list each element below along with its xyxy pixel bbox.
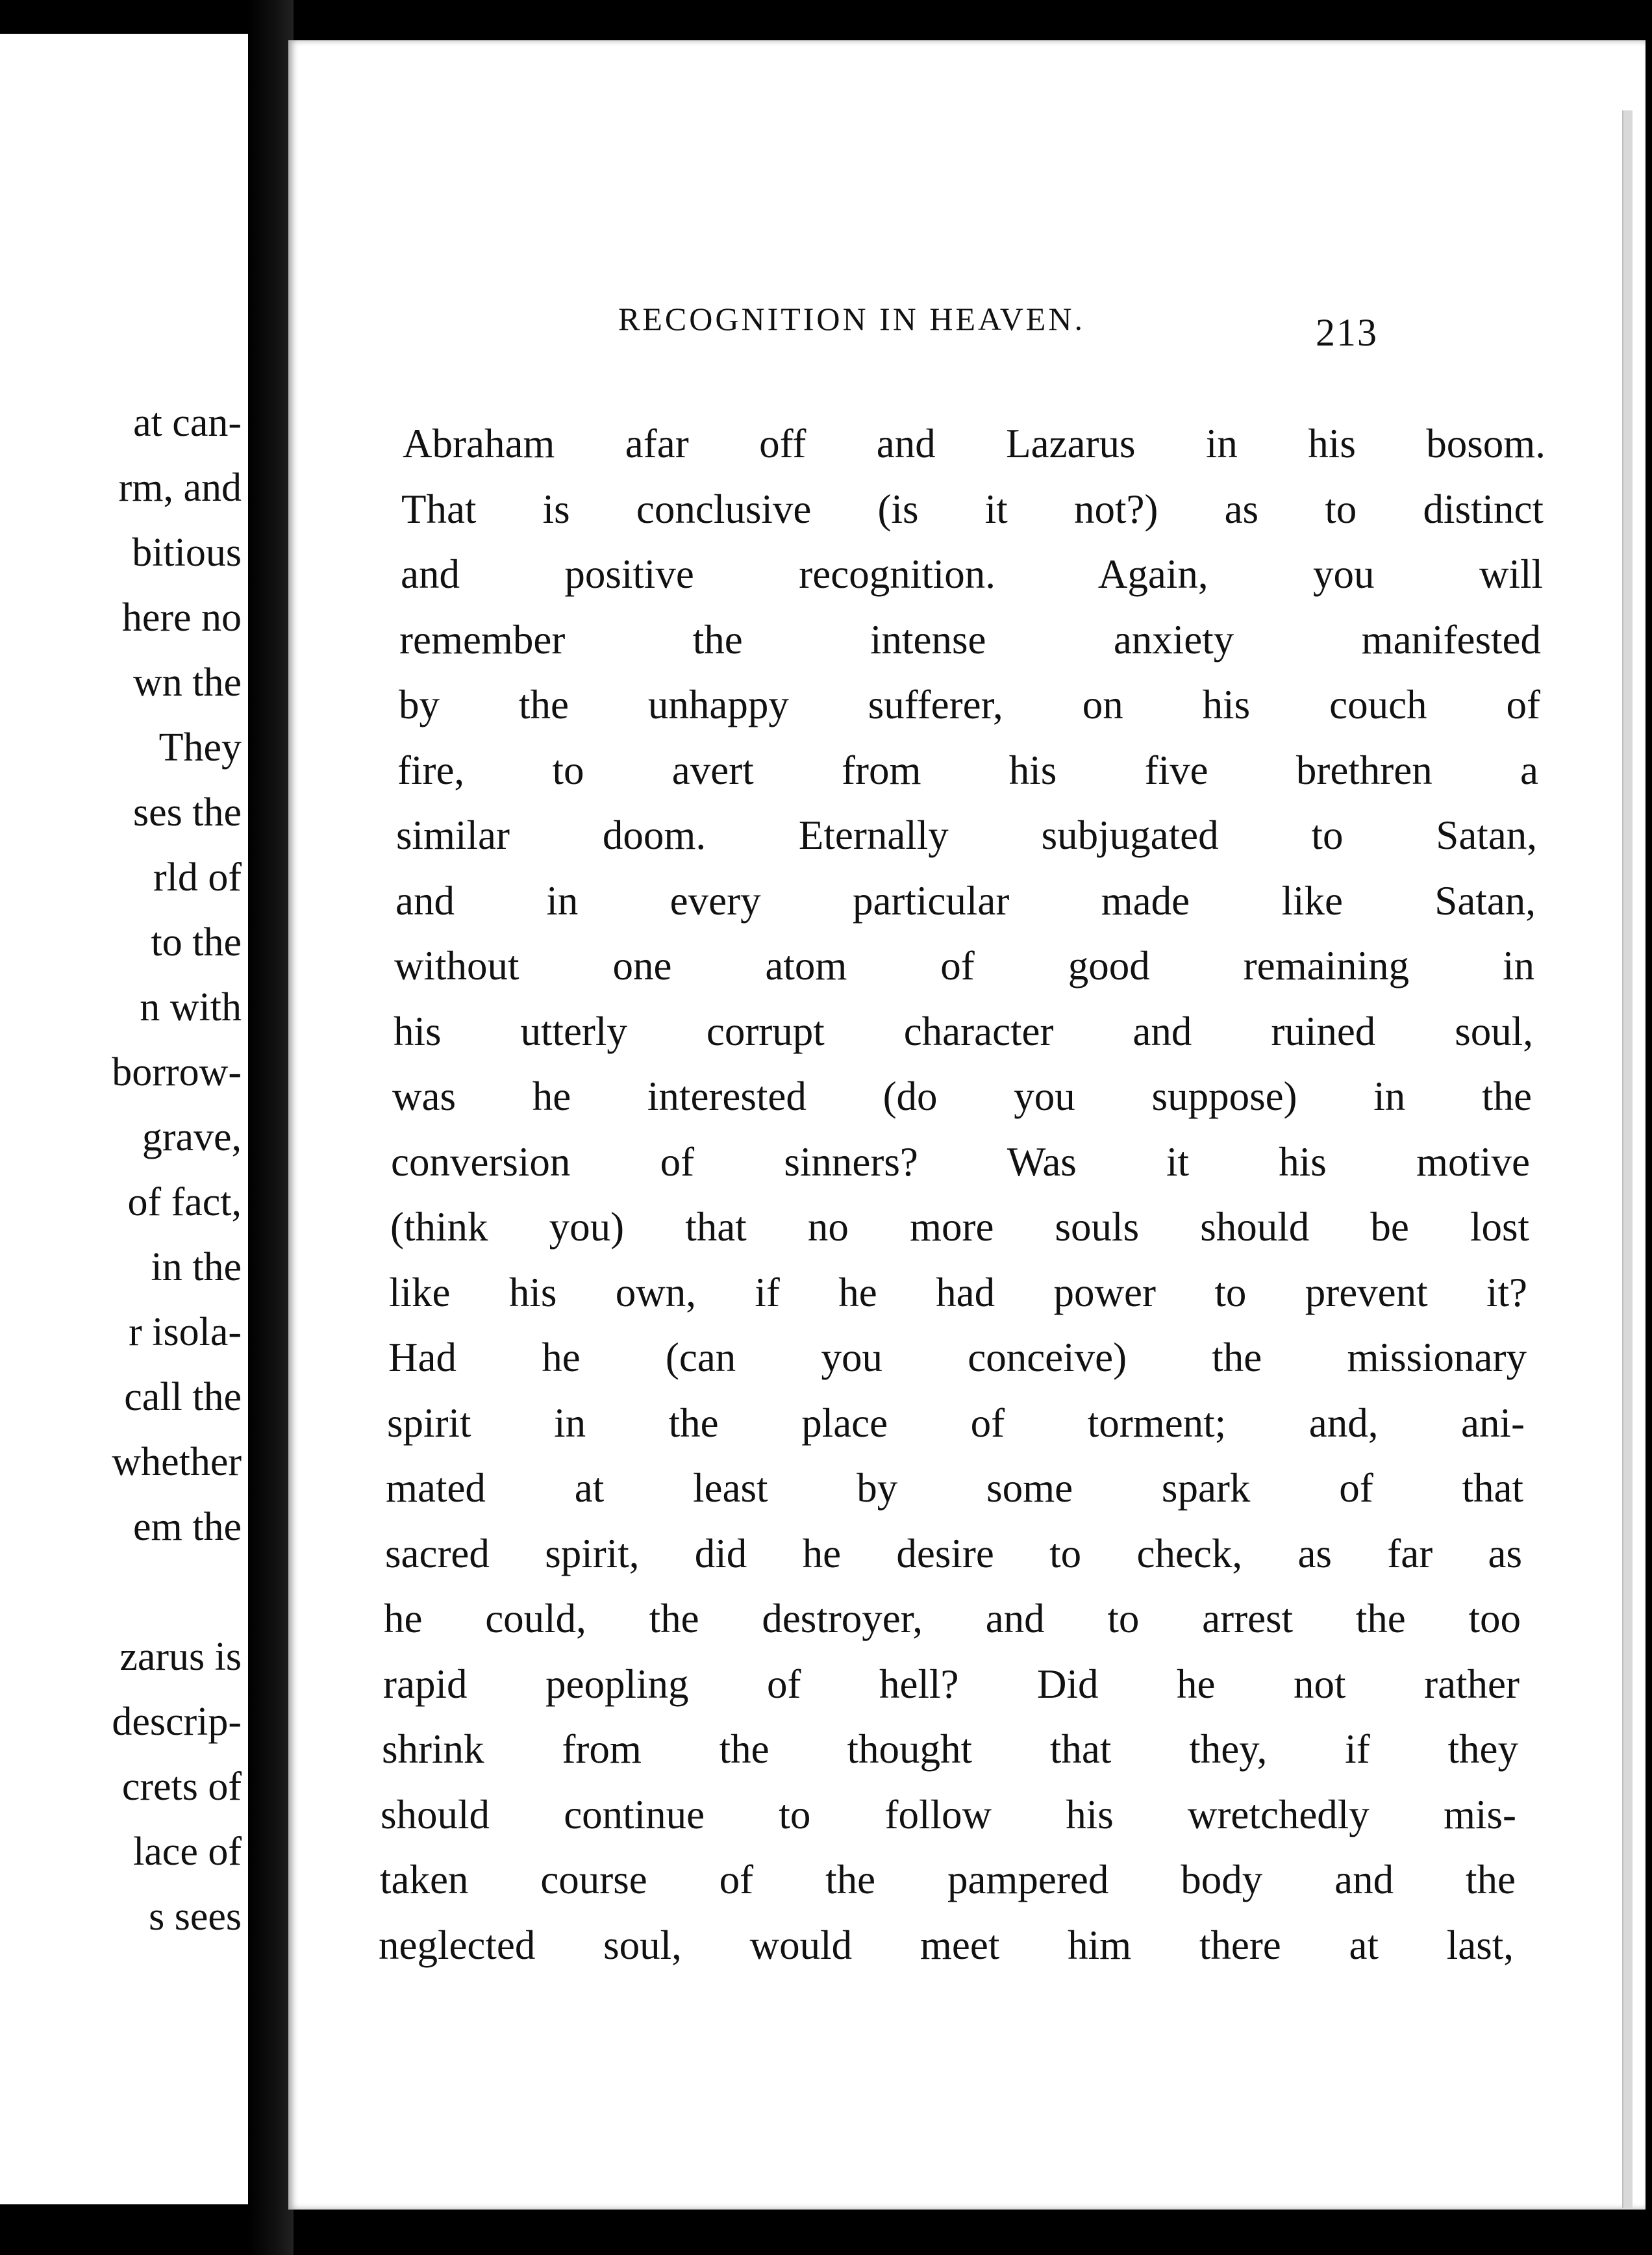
left-page-line: They (158, 725, 242, 770)
text-line: (think you) that no more souls should be lost (390, 1204, 1529, 1250)
left-page-line: n with (140, 985, 242, 1029)
text-line: taken course of the pampered body and the (380, 1857, 1516, 1902)
text-line: rapid peopling of hell? Did he not rather (383, 1661, 1520, 1707)
left-page-line: rm, and (118, 466, 242, 510)
page-edge (1622, 110, 1633, 2208)
text-line: similar doom. Eternally subjugated to Satan, (396, 813, 1537, 858)
left-page-line: zarus is (119, 1635, 242, 1679)
text-line: conversion of sinners? Was it his motive (391, 1139, 1530, 1185)
text-line: shrink from the thought that they, if they (382, 1726, 1518, 1772)
book-gutter (248, 0, 294, 2255)
running-head: RECOGNITION IN HEAVEN. (618, 301, 1085, 337)
text-line: by the unhappy sufferer, on his couch of (399, 682, 1540, 727)
left-page-line: rld of (153, 855, 242, 900)
left-page-line: lace of (133, 1830, 242, 1874)
right-page (288, 40, 1646, 2210)
text-line: he could, the destroyer, and to arrest the too (384, 1596, 1521, 1641)
page-number: 213 (1316, 311, 1378, 354)
text-line: fire, to avert from his five brethren a (397, 747, 1538, 793)
text-line: without one atom of good remaining in (394, 943, 1534, 989)
left-page-line: borrow- (112, 1050, 242, 1094)
text-line: sacred spirit, did he desire to check, as far as (385, 1530, 1522, 1576)
left-page-line: call the (124, 1375, 242, 1419)
left-page-line: at can- (133, 401, 242, 445)
text-line: Had he (can you conceive) the missionary (388, 1335, 1527, 1380)
left-page-line: descrip- (112, 1700, 242, 1744)
text-line: should continue to follow his wretchedly mis- (381, 1791, 1516, 1837)
text-line: his utterly corrupt character and ruined soul, (394, 1008, 1533, 1054)
text-line: mated at least by some spark of that (386, 1465, 1523, 1511)
left-page-line: crets of (121, 1765, 242, 1809)
left-page-line: ses the (132, 790, 242, 835)
text-line: and in every particular made like Satan, (395, 877, 1536, 924)
left-page-line: whether (112, 1440, 242, 1484)
left-page-line: here no (121, 596, 242, 640)
left-page-line: s sees (149, 1895, 242, 1939)
left-page-line: to the (151, 920, 242, 964)
text-line: neglected soul, would meet him there at last, (379, 1922, 1514, 1968)
left-page-line: in the (151, 1245, 242, 1289)
left-page-line: bitious (132, 531, 242, 575)
left-facing-page (0, 34, 248, 2204)
text-line: and positive recognition. Again, you will (401, 551, 1543, 597)
left-page-line: em the (133, 1505, 242, 1549)
text-line: was he interested (do you suppose) in the (392, 1074, 1532, 1119)
text-line: Abraham afar off and Lazarus in his bosom. (403, 421, 1546, 466)
text-line: like his own, if he had power to prevent it? (389, 1269, 1527, 1315)
left-page-line: of fact, (127, 1180, 242, 1224)
text-line: remember the intense anxiety manifested (399, 616, 1541, 662)
text-line: spirit in the place of torment; and, ani- (387, 1400, 1525, 1446)
page-body (288, 40, 1646, 2210)
text-line: That is conclusive (is it not?) as to distinct (401, 486, 1544, 532)
left-page-line: wn the (132, 661, 242, 705)
left-page-line: grave, (142, 1115, 242, 1159)
left-page-line: r isola- (129, 1310, 242, 1354)
